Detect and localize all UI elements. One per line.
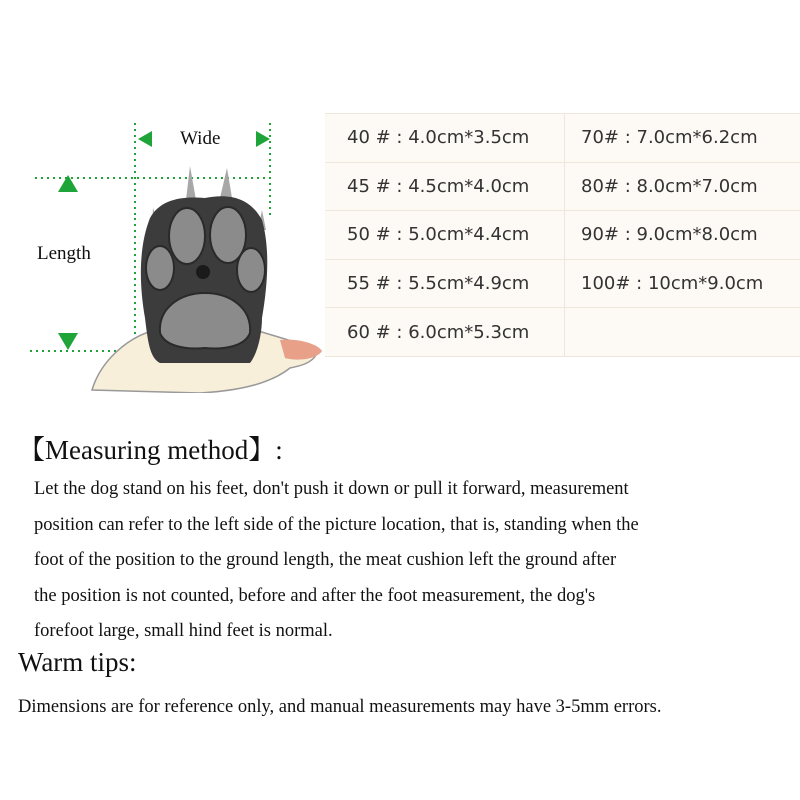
size-cell: 60 # : 6.0cm*5.3cm <box>325 308 565 357</box>
size-cell-empty <box>565 308 800 357</box>
size-cell: 70# : 7.0cm*6.2cm <box>565 114 800 163</box>
size-cell: 100# : 10cm*9.0cm <box>565 260 800 309</box>
measuring-method-text <box>34 472 794 650</box>
text-line: foot of the position to the ground length, the meat cushion left the ground after <box>34 550 617 570</box>
size-cell: 40 # : 4.0cm*3.5cm <box>325 114 565 163</box>
size-cell: 55 # : 5.5cm*4.9cm <box>325 260 565 309</box>
text-line: forefoot large, small hind feet is normal. <box>34 621 333 641</box>
size-cell: 45 # : 4.5cm*4.0cm <box>325 163 565 212</box>
size-cell: 80# : 8.0cm*7.0cm <box>565 163 800 212</box>
text-line: Let the dog stand on his feet, don't push it down or pull it forward, measurement <box>34 479 629 499</box>
text-line: the position is not counted, before and after the foot measurement, the dog's <box>34 585 596 606</box>
size-table <box>325 113 800 357</box>
size-cell: 50 # : 5.0cm*4.4cm <box>325 211 565 260</box>
wide-right-arrow-icon <box>256 131 270 147</box>
size-cell: 90# : 9.0cm*8.0cm <box>565 211 800 260</box>
paw-measurement-diagram <box>0 118 325 393</box>
length-label: Length <box>37 243 91 264</box>
wide-left-arrow-icon <box>138 131 152 147</box>
warm-tips-text: Dimensions are for reference only, and manual measurements may have 3-5mm errors. <box>18 697 662 717</box>
wide-label: Wide <box>180 128 221 149</box>
length-down-arrow-icon <box>58 333 78 350</box>
text-line: position can refer to the left side of the picture location, that is, standing when the <box>34 514 639 535</box>
warm-tips-title: Warm tips: <box>18 647 137 677</box>
measuring-method-heading: 【Measuring method】: <box>18 435 283 465</box>
